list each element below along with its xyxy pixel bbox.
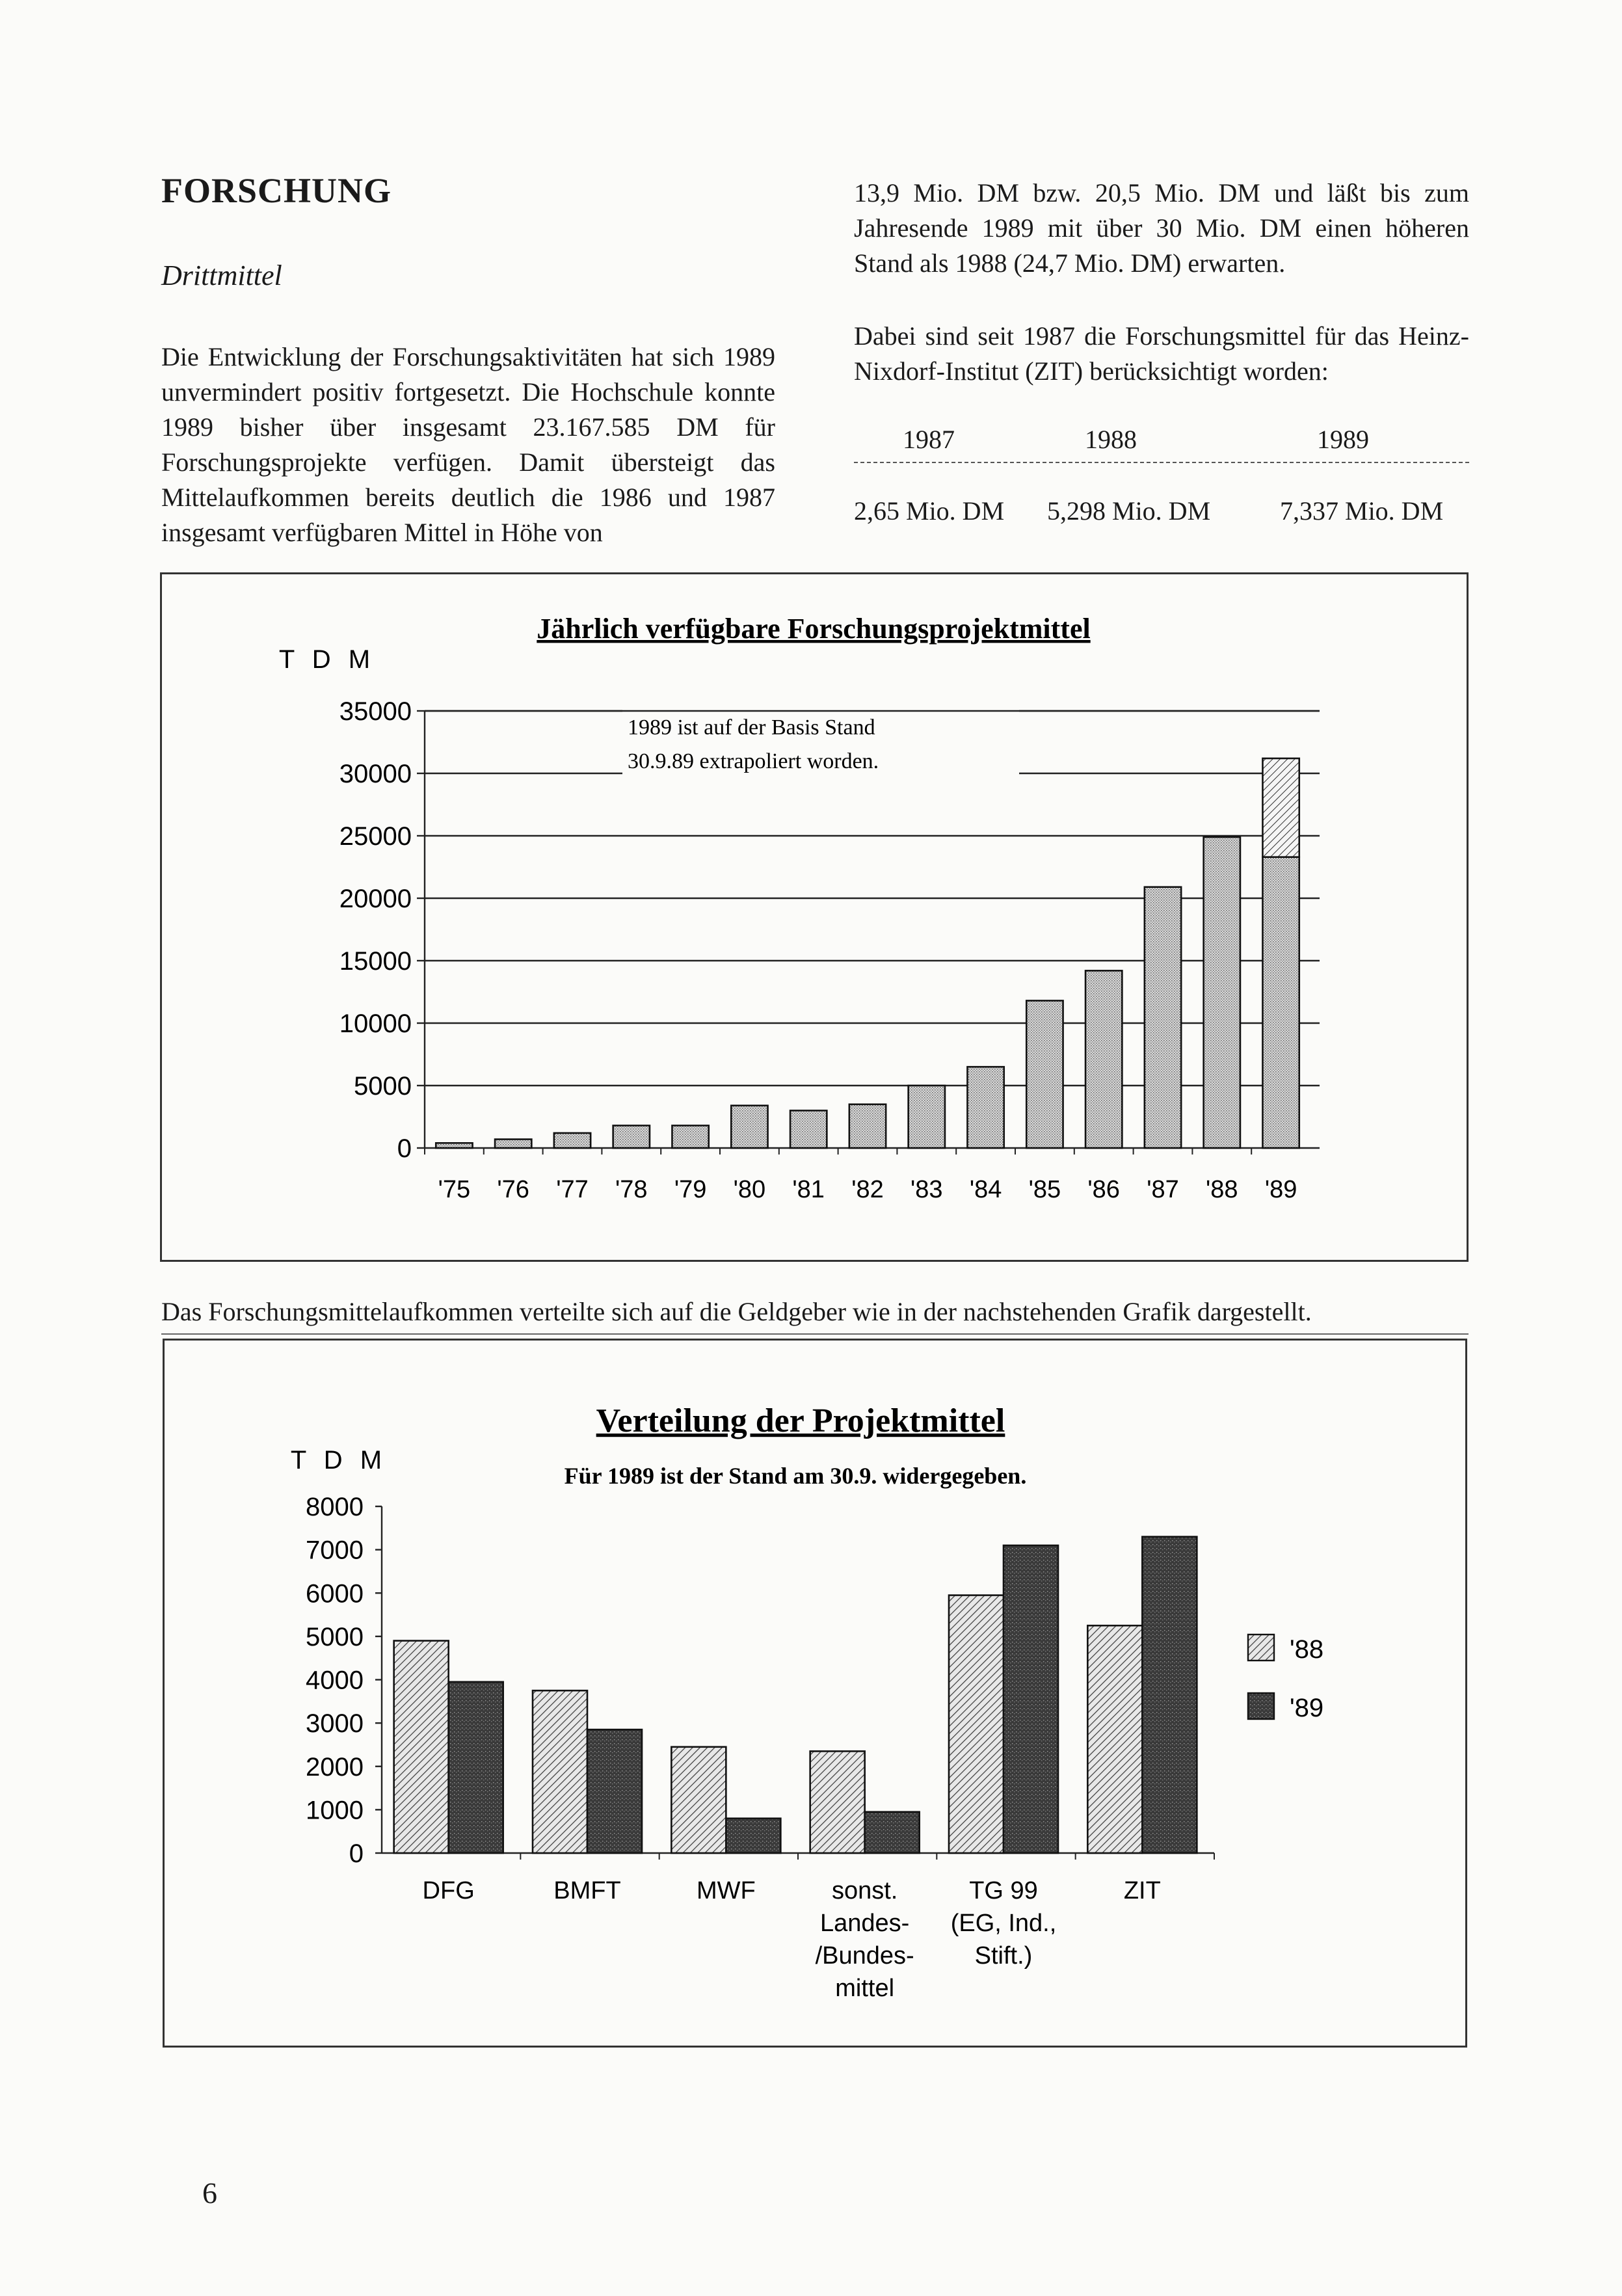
chart1-bar (1262, 857, 1299, 1148)
annual-funding-chart (162, 574, 1467, 1260)
chart2-bar-88 (671, 1747, 726, 1853)
chart2-y-tick-label: 6000 (306, 1579, 364, 1609)
chart2-y-tick-label: 7000 (306, 1536, 364, 1565)
subsection-heading: Drittmittel (161, 260, 282, 291)
table-header-year: 1989 (1317, 425, 1369, 454)
zit-paragraph-text: Dabei sind seit 1987 die Forschungsmittel für das Heinz-Nixdorf-Institut (ZIT) berücksichtigt worden: (854, 321, 1469, 386)
caption-rule (161, 1333, 1469, 1335)
chart1-x-tick-label: '85 (1028, 1176, 1061, 1203)
chart1-x-tick-label: '84 (969, 1176, 1002, 1203)
chart2-y-unit: T D M (290, 1446, 388, 1475)
chart2-y-tick-label: 5000 (306, 1622, 364, 1651)
chart1-bar (554, 1133, 591, 1148)
chart2-x-tick-label: DFG (422, 1877, 475, 1904)
chart2-subtitle: Für 1989 ist der Stand am 30.9. widergegeben. (564, 1463, 1027, 1489)
chart1-title: Jährlich verfügbare Forschungsprojektmittel (537, 613, 1091, 645)
chart2-x-tick-label: (EG, Ind., (950, 1910, 1057, 1937)
chart2-legend-label: '88 (1290, 1635, 1324, 1664)
continuation-paragraph (854, 176, 1469, 281)
chart1-annotation-line: 30.9.89 extrapoliert worden. (628, 749, 879, 773)
chart2-bar-89 (587, 1729, 642, 1853)
chart1-x-tick-label: '88 (1206, 1176, 1238, 1203)
table-header-year: 1987 (903, 425, 955, 454)
chart2-bar-88 (949, 1595, 1004, 1853)
chart1-bar (1026, 1000, 1063, 1148)
intro-paragraph-text: Die Entwicklung der Forschungsaktivitäten hat sich 1989 unvermindert positiv fortgesetzt. Die Hochschule konnte 1989 bisher über insgesamt 23.167.585 DM für Forschungsprojekte verfügen. Damit übersteigt das Mittelaufkommen bereits deutlich die 1986 und 1987 insgesamt verfügbaren Mittel in Höhe von (161, 342, 775, 547)
chart2-title: Verteilung der Projektmittel (596, 1402, 1005, 1439)
chart1-x-tick-label: '83 (911, 1176, 943, 1203)
chart1-bar (1085, 970, 1122, 1148)
chart1-bar (790, 1110, 827, 1148)
chart1-bar (613, 1125, 650, 1148)
chart1-y-unit: T D M (278, 645, 376, 674)
chart1-frame (160, 572, 1469, 1262)
chart2-bar-88 (810, 1751, 865, 1853)
chart2-y-tick-label: 3000 (306, 1709, 364, 1739)
zit-funding-table (854, 416, 1469, 540)
chart1-x-tick-label: '76 (497, 1176, 529, 1203)
chart1-bar (495, 1140, 531, 1148)
page-number: 6 (202, 2176, 217, 2209)
chart1-y-tick-label: 35000 (339, 697, 412, 726)
chart2-legend-swatch (1248, 1693, 1274, 1719)
chart2-legend-swatch (1248, 1635, 1274, 1661)
chart1-bar (849, 1104, 886, 1148)
chart2-bar-88 (394, 1641, 449, 1853)
intro-paragraph (161, 340, 775, 550)
chart1-x-tick-label: '81 (792, 1176, 825, 1203)
table-cell-value: 5,298 Mio. DM (1047, 496, 1211, 526)
funding-distribution-chart (165, 1341, 1465, 2046)
table-header-year: 1988 (1085, 425, 1137, 454)
chart1-bar (731, 1106, 767, 1148)
chart1-x-tick-label: '89 (1264, 1176, 1297, 1203)
chart2-x-tick-label: TG 99 (969, 1877, 1038, 1904)
chart1-x-tick-label: '80 (733, 1176, 766, 1203)
chart2-bar-89 (865, 1812, 920, 1853)
chart1-x-tick-label: '78 (615, 1176, 648, 1203)
chart1-x-tick-label: '79 (674, 1176, 707, 1203)
chart1-y-tick-label: 10000 (339, 1009, 412, 1038)
chart1-bar (1145, 887, 1181, 1148)
chart2-x-tick-label: BMFT (553, 1877, 621, 1904)
chart1-y-tick-label: 5000 (354, 1072, 412, 1101)
chart1-x-tick-label: '87 (1147, 1176, 1179, 1203)
chart2-x-tick-label: ZIT (1123, 1877, 1161, 1904)
table-cell-value: 7,337 Mio. DM (1280, 496, 1444, 526)
chart2-y-tick-label: 1000 (306, 1796, 364, 1825)
chart2-bar-89 (1004, 1545, 1058, 1853)
chart2-y-tick-label: 2000 (306, 1752, 364, 1782)
chart2-bar-88 (1087, 1625, 1142, 1853)
chart2-caption: Das Forschungsmittelaufkommen verteilte sich auf die Geldgeber wie in der nachstehenden Grafik dargestellt. (161, 1297, 1312, 1326)
chart2-x-tick-label: Landes- (820, 1910, 910, 1937)
chart2-y-tick-label: 4000 (306, 1666, 364, 1695)
chart2-x-tick-label: mittel (835, 1975, 895, 2002)
chart2-legend-label: '89 (1290, 1694, 1324, 1722)
chart1-y-tick-label: 25000 (339, 822, 412, 851)
table-cell-value: 2,65 Mio. DM (854, 496, 1005, 526)
chart1-bar (436, 1143, 472, 1148)
chart1-y-tick-label: 15000 (339, 947, 412, 976)
chart1-x-tick-label: '75 (438, 1176, 471, 1203)
chart1-y-tick-label: 30000 (339, 760, 412, 788)
chart2-bar-89 (726, 1819, 780, 1853)
chart1-bar-extrapolated (1262, 758, 1299, 857)
zit-paragraph (854, 319, 1469, 389)
chart1-bar (672, 1125, 708, 1148)
chart1-bar (909, 1086, 945, 1148)
chart2-x-tick-label: Stift.) (974, 1942, 1033, 1969)
chart1-x-tick-label: '82 (851, 1176, 884, 1203)
chart2-x-tick-label: sonst. (831, 1877, 898, 1904)
table-divider (854, 462, 1469, 463)
chart2-bar-89 (449, 1682, 503, 1853)
chart2-x-tick-label: /Bundes- (815, 1942, 914, 1969)
chart2-frame (163, 1339, 1467, 2048)
chart1-x-tick-label: '86 (1087, 1176, 1120, 1203)
chart1-y-tick-label: 20000 (339, 885, 412, 913)
chart2-y-tick-label: 0 (349, 1839, 364, 1868)
chart1-annotation-line: 1989 ist auf der Basis Stand (628, 715, 875, 740)
chart1-bar (967, 1067, 1004, 1148)
chart1-y-tick-label: 0 (397, 1134, 412, 1163)
chart2-x-tick-label: MWF (696, 1877, 756, 1904)
section-heading: FORSCHUNG (161, 171, 392, 210)
chart2-bar-88 (533, 1690, 587, 1853)
chart1-bar (1204, 837, 1240, 1148)
chart1-x-tick-label: '77 (556, 1176, 589, 1203)
chart2-bar-89 (1142, 1537, 1197, 1853)
chart2-y-tick-label: 8000 (306, 1493, 364, 1521)
continuation-paragraph-text: 13,9 Mio. DM bzw. 20,5 Mio. DM und läßt bis zum Jahresende 1989 mit über 30 Mio. DM einen höheren Stand als 1988 (24,7 Mio. DM) erwarten. (854, 178, 1469, 278)
